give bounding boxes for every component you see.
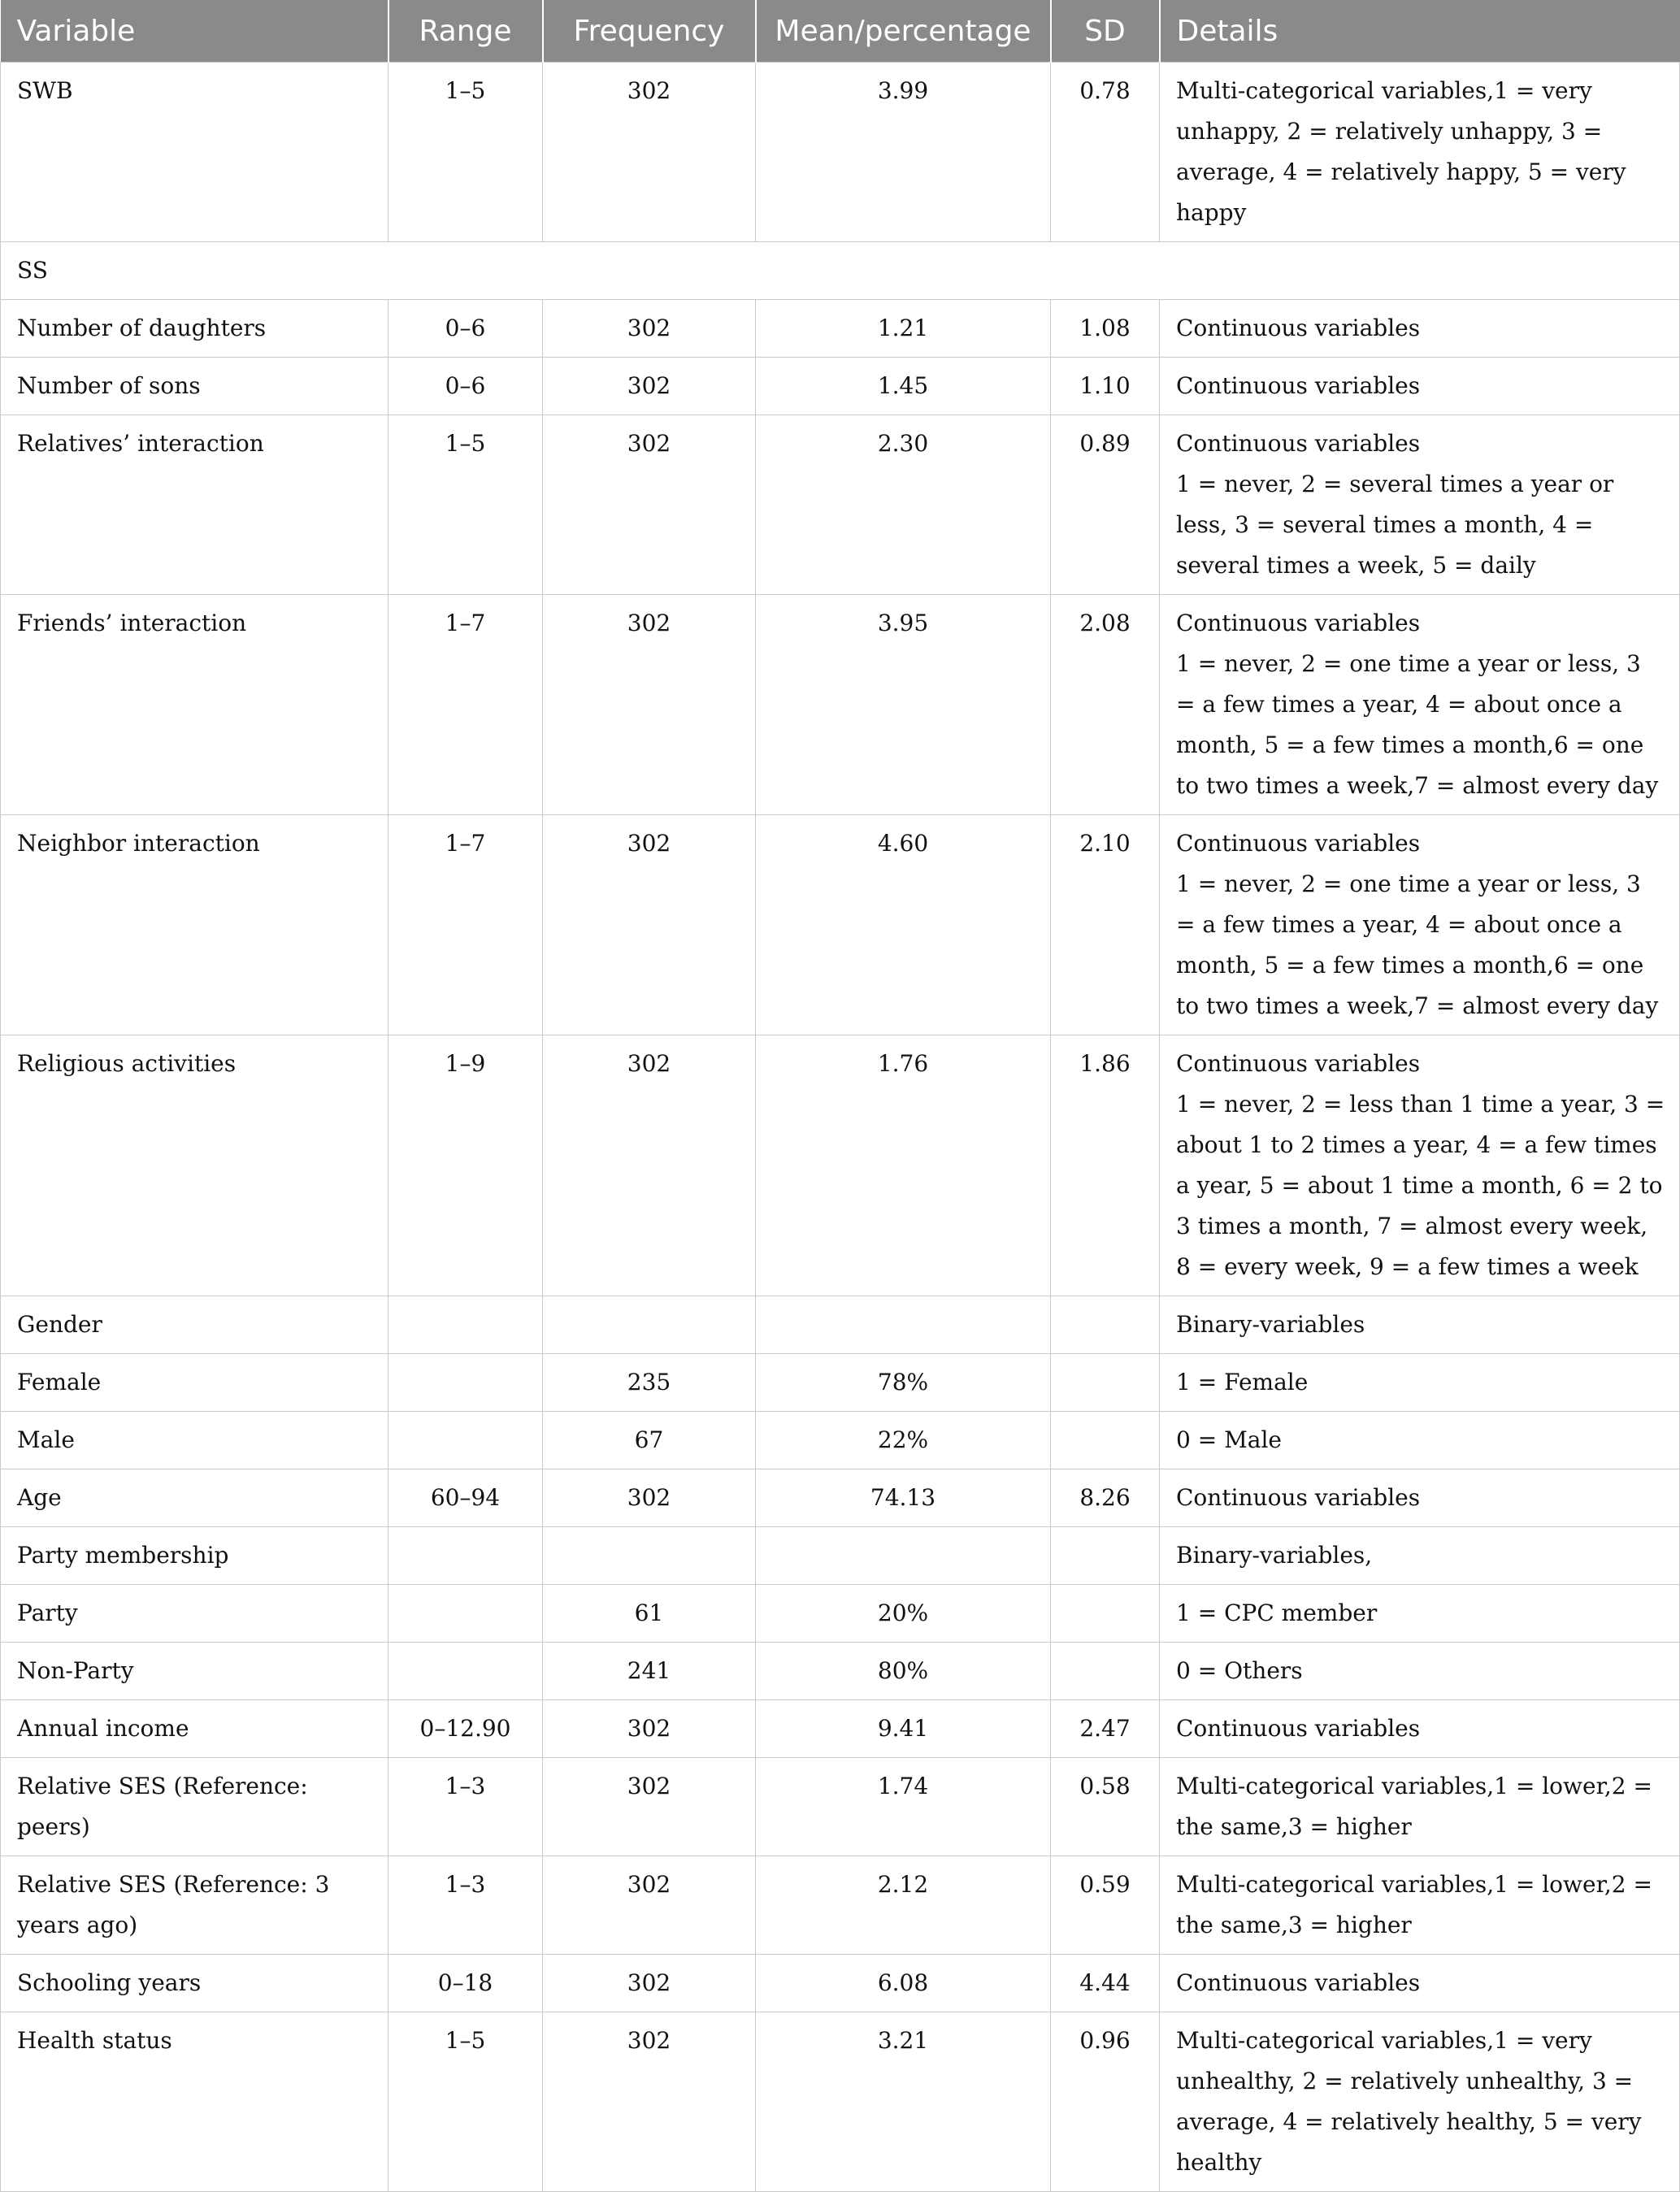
cell-range: 1–5 [389, 2012, 543, 2192]
cell-sd: 2.08 [1051, 595, 1160, 815]
cell-range: 0–12.90 [389, 1700, 543, 1758]
table-row [1, 1527, 1680, 1585]
details-scale: 1 = never, 2 = less than 1 time a year, 3 = about 1 to 2 times a year, 4 = a few times a year, 5 = about 1 time a month, 6 = 2 to 3 times a month, 7 = almost every week, 8 = every week, 9 = a few times a week [1176, 1091, 1665, 1280]
cell-frequency [543, 1296, 756, 1354]
cell-variable: Annual income [1, 1700, 389, 1758]
cell-range [389, 1412, 543, 1469]
table-row [1, 1758, 1680, 1856]
details-type: Continuous variables [1176, 430, 1421, 457]
cell-mean-percentage: 78% [756, 1354, 1051, 1412]
cell-variable: Age [1, 1469, 389, 1527]
cell-variable: Male [1, 1412, 389, 1469]
table-row [1, 1035, 1680, 1296]
cell-mean-percentage: 4.60 [756, 815, 1051, 1035]
cell-details [1160, 1035, 1680, 1296]
cell-range: 1–5 [389, 415, 543, 595]
cell-details: Continuous variables [1160, 1955, 1680, 2012]
cell-sd: 0.89 [1051, 415, 1160, 595]
table-row [1, 1296, 1680, 1354]
header-variable: Variable [1, 0, 389, 63]
cell-details: Multi-categorical variables,1 = lower,2 = the same,3 = higher [1160, 1856, 1680, 1955]
cell-details: 0 = Others [1160, 1643, 1680, 1700]
cell-range [389, 1527, 543, 1585]
cell-mean-percentage: 9.41 [756, 1700, 1051, 1758]
cell-range: 60–94 [389, 1469, 543, 1527]
table-header [1, 0, 1680, 63]
cell-sd [1051, 1296, 1160, 1354]
cell-range: 0–6 [389, 358, 543, 415]
cell-frequency: 302 [543, 1469, 756, 1527]
cell-details: 0 = Male [1160, 1412, 1680, 1469]
cell-details: Continuous variables [1160, 300, 1680, 358]
table-row [1, 815, 1680, 1035]
cell-range: 1–5 [389, 63, 543, 242]
cell-mean-percentage: 1.21 [756, 300, 1051, 358]
cell-details: Multi-categorical variables,1 = lower,2 = the same,3 = higher [1160, 1758, 1680, 1856]
cell-frequency: 241 [543, 1643, 756, 1700]
cell-details: Multi-categorical variables,1 = very unhealthy, 2 = relatively unhealthy, 3 = average, 4 = relatively healthy, 5 = very healthy [1160, 2012, 1680, 2192]
table-row [1, 1955, 1680, 2012]
table-row [1, 1700, 1680, 1758]
cell-variable: SWB [1, 63, 389, 242]
cell-frequency: 302 [543, 63, 756, 242]
cell-frequency: 302 [543, 595, 756, 815]
header-mean-percentage: Mean/percentage [756, 0, 1051, 63]
cell-mean-percentage: 22% [756, 1412, 1051, 1469]
cell-frequency: 302 [543, 415, 756, 595]
cell-variable: Non-Party [1, 1643, 389, 1700]
cell-frequency: 302 [543, 1955, 756, 2012]
header-row [1, 0, 1680, 63]
details-scale: 1 = never, 2 = one time a year or less, 3 = a few times a year, 4 = about once a month, 5 = a few times a month,6 = one to two times a week,7 = almost every day [1176, 870, 1659, 1019]
cell-sd [1051, 1643, 1160, 1700]
cell-sd: 0.58 [1051, 1758, 1160, 1856]
cell-sd: 0.96 [1051, 2012, 1160, 2192]
cell-range: 1–7 [389, 815, 543, 1035]
cell-sd: 1.08 [1051, 300, 1160, 358]
details-scale: 1 = never, 2 = one time a year or less, 3 = a few times a year, 4 = about once a month, 5 = a few times a month,6 = one to two times a week,7 = almost every day [1176, 650, 1659, 799]
cell-sd: 0.78 [1051, 63, 1160, 242]
cell-range: 1–3 [389, 1758, 543, 1856]
cell-variable: Gender [1, 1296, 389, 1354]
cell-mean-percentage: 20% [756, 1585, 1051, 1643]
cell-variable: Relative SES (Reference: peers) [1, 1758, 389, 1856]
cell-mean-percentage: 3.99 [756, 63, 1051, 242]
cell-mean-percentage [756, 1527, 1051, 1585]
cell-mean-percentage: 1.45 [756, 358, 1051, 415]
cell-details: 1 = CPC member [1160, 1585, 1680, 1643]
cell-range [389, 1643, 543, 1700]
cell-mean-percentage: 1.76 [756, 1035, 1051, 1296]
cell-variable: Female [1, 1354, 389, 1412]
cell-sd: 0.59 [1051, 1856, 1160, 1955]
cell-variable: Party membership [1, 1527, 389, 1585]
cell-sd: 2.47 [1051, 1700, 1160, 1758]
cell-frequency: 302 [543, 2012, 756, 2192]
cell-mean-percentage: 2.12 [756, 1856, 1051, 1955]
table-row [1, 1585, 1680, 1643]
cell-sd: 1.10 [1051, 358, 1160, 415]
cell-frequency: 302 [543, 1035, 756, 1296]
details-type: Continuous variables [1176, 610, 1421, 636]
cell-frequency: 302 [543, 815, 756, 1035]
cell-sd: 8.26 [1051, 1469, 1160, 1527]
cell-details: Binary-variables [1160, 1296, 1680, 1354]
table-row [1, 415, 1680, 595]
table-row [1, 358, 1680, 415]
cell-mean-percentage: 3.21 [756, 2012, 1051, 2192]
cell-variable: Party [1, 1585, 389, 1643]
header-details: Details [1160, 0, 1680, 63]
cell-details: 1 = Female [1160, 1354, 1680, 1412]
table-row [1, 1856, 1680, 1955]
table-row [1, 1469, 1680, 1527]
cell-details: Binary-variables, [1160, 1527, 1680, 1585]
cell-mean-percentage: 6.08 [756, 1955, 1051, 2012]
cell-variable: Number of sons [1, 358, 389, 415]
header-sd: SD [1051, 0, 1160, 63]
table-row [1, 242, 1680, 300]
cell-variable: Religious activities [1, 1035, 389, 1296]
cell-frequency [543, 1527, 756, 1585]
cell-details [1160, 595, 1680, 815]
cell-range: 1–3 [389, 1856, 543, 1955]
cell-range: 1–7 [389, 595, 543, 815]
cell-frequency: 302 [543, 300, 756, 358]
header-range: Range [389, 0, 543, 63]
cell-variable: Neighbor interaction [1, 815, 389, 1035]
cell-details [1160, 815, 1680, 1035]
cell-details: Continuous variables [1160, 358, 1680, 415]
cell-frequency: 61 [543, 1585, 756, 1643]
table-body [1, 63, 1680, 2192]
cell-sd [1051, 1585, 1160, 1643]
cell-range: 0–6 [389, 300, 543, 358]
cell-range [389, 1296, 543, 1354]
table-row [1, 63, 1680, 242]
cell-sd: 4.44 [1051, 1955, 1160, 2012]
cell-sd [1051, 1354, 1160, 1412]
cell-variable: Health status [1, 2012, 389, 2192]
cell-variable: Schooling years [1, 1955, 389, 2012]
cell-variable: Friends’ interaction [1, 595, 389, 815]
cell-frequency: 235 [543, 1354, 756, 1412]
cell-details: Continuous variables [1160, 1700, 1680, 1758]
cell-variable: Relatives’ interaction [1, 415, 389, 595]
details-type: Continuous variables [1176, 1050, 1421, 1077]
cell-sd: 1.86 [1051, 1035, 1160, 1296]
cell-mean-percentage: 80% [756, 1643, 1051, 1700]
cell-range: 1–9 [389, 1035, 543, 1296]
table-row [1, 1643, 1680, 1700]
cell-details [1160, 415, 1680, 595]
cell-sd [1051, 1527, 1160, 1585]
cell-frequency: 302 [543, 358, 756, 415]
table-row [1, 595, 1680, 815]
table-row [1, 300, 1680, 358]
cell-details: Multi-categorical variables,1 = very unhappy, 2 = relatively unhappy, 3 = average, 4 = relatively happy, 5 = very happy [1160, 63, 1680, 242]
table-row [1, 1412, 1680, 1469]
cell-variable: Number of daughters [1, 300, 389, 358]
cell-sd: 2.10 [1051, 815, 1160, 1035]
cell-frequency: 67 [543, 1412, 756, 1469]
cell-range: 0–18 [389, 1955, 543, 2012]
details-scale: 1 = never, 2 = several times a year or less, 3 = several times a month, 4 = several times a week, 5 = daily [1176, 471, 1614, 579]
cell-mean-percentage: 2.30 [756, 415, 1051, 595]
header-frequency: Frequency [543, 0, 756, 63]
cell-details: Continuous variables [1160, 1469, 1680, 1527]
cell-range [389, 1354, 543, 1412]
section-label: SS [1, 242, 1680, 300]
cell-range [389, 1585, 543, 1643]
cell-frequency: 302 [543, 1700, 756, 1758]
cell-mean-percentage [756, 1296, 1051, 1354]
cell-mean-percentage: 74.13 [756, 1469, 1051, 1527]
table-row [1, 2012, 1680, 2192]
cell-frequency: 302 [543, 1856, 756, 1955]
cell-mean-percentage: 3.95 [756, 595, 1051, 815]
table-row [1, 1354, 1680, 1412]
cell-mean-percentage: 1.74 [756, 1758, 1051, 1856]
cell-frequency: 302 [543, 1758, 756, 1856]
details-type: Continuous variables [1176, 830, 1421, 857]
cell-variable: Relative SES (Reference: 3 years ago) [1, 1856, 389, 1955]
cell-sd [1051, 1412, 1160, 1469]
